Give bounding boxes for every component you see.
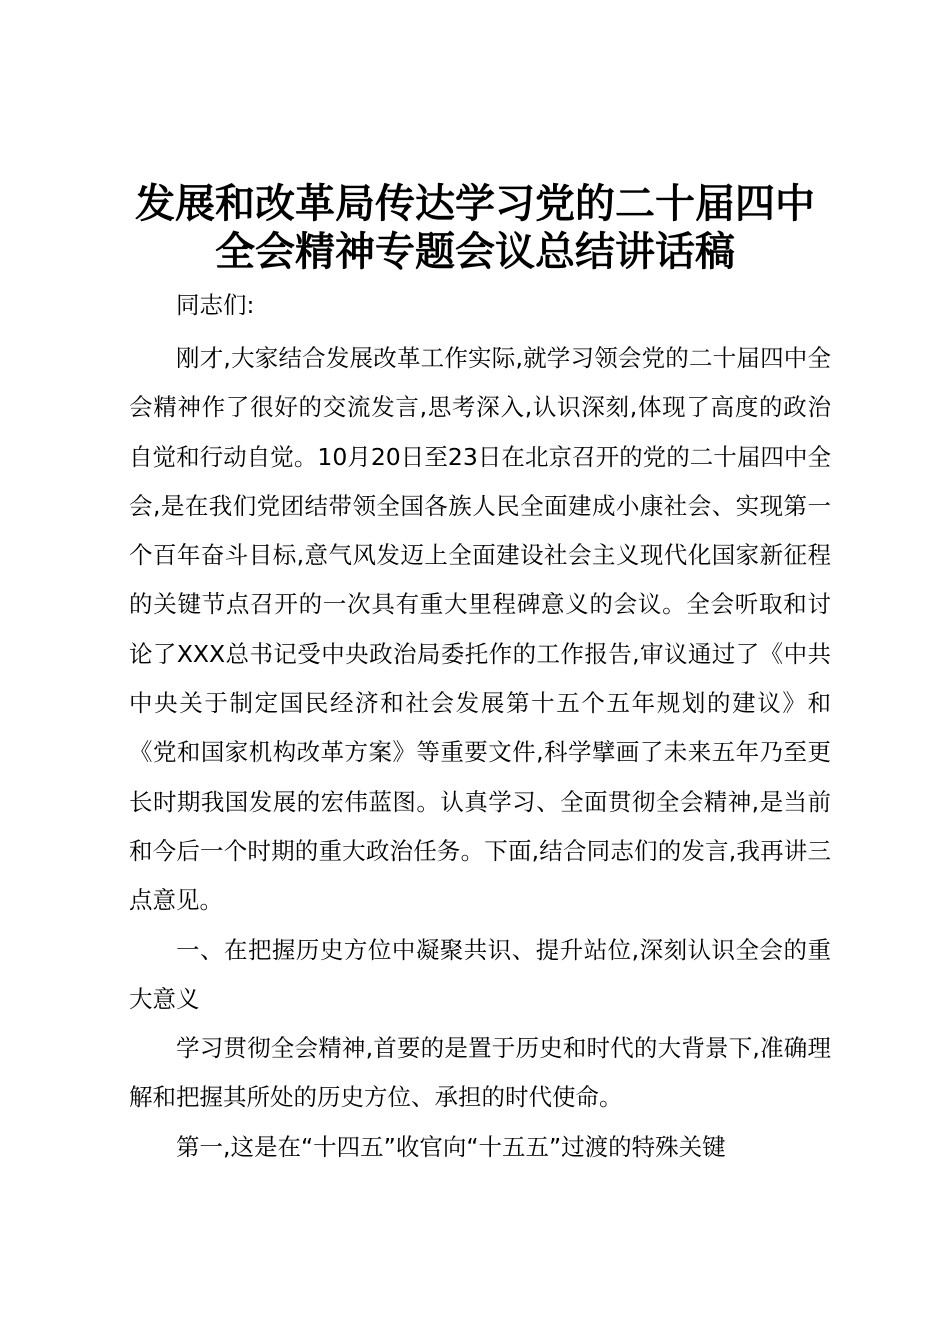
document-title-line-1: 发展和改革局传达学习党的二十届四中 <box>135 181 815 227</box>
document-title <box>118 180 832 276</box>
salutation: 同志们: <box>176 291 255 319</box>
section-heading-1: 一、在把握历史方位中凝聚共识、提升站位,深刻认识全会的重大意义 <box>129 935 831 1013</box>
document-title-line-2: 全会精神专题会议总结讲话稿 <box>215 229 735 275</box>
paragraph-section-1-intro: 学习贯彻全会精神,首要的是置于历史和时代的大背景下,准确理解和把握其所处的历史方位、承担的时代使命。 <box>129 1034 831 1112</box>
paragraph-point-1: 第一,这是在“十四五”收官向“十五五”过渡的特殊关键 <box>176 1132 726 1161</box>
paragraph-opening: 刚才,大家结合发展改革工作实际,就学习领会党的二十届四中全会精神作了很好的交流发言,思考深入,认识深刻,体现了高度的政治自觉和行动自觉。10月20日至23日在北京召开的党的二十届四中全会,是在我们党团结带领全国各族人民全面建成小康社会、实现第一个百年奋斗目标,意气风发迈上全面建设社会主义现代化国家新征程的关键节点召开的一次具有重大里程碑意义的会议。全会听取和讨论了XXX总书记受中央政治局委托作的工作报告,审议通过了《中共中央关于制定国民经济和社会发展第十五个五年规划的建议》和《党和国家机构改革方案》等重要文件,科学擘画了未来五年乃至更长时期我国发展的宏伟蓝图。认真学习、全面贯彻全会精神,是当前和今后一个时期的重大政治任务。下面,结合同志们的发言,我再讲三点意见。 <box>129 344 831 915</box>
document-body <box>129 284 831 1172</box>
